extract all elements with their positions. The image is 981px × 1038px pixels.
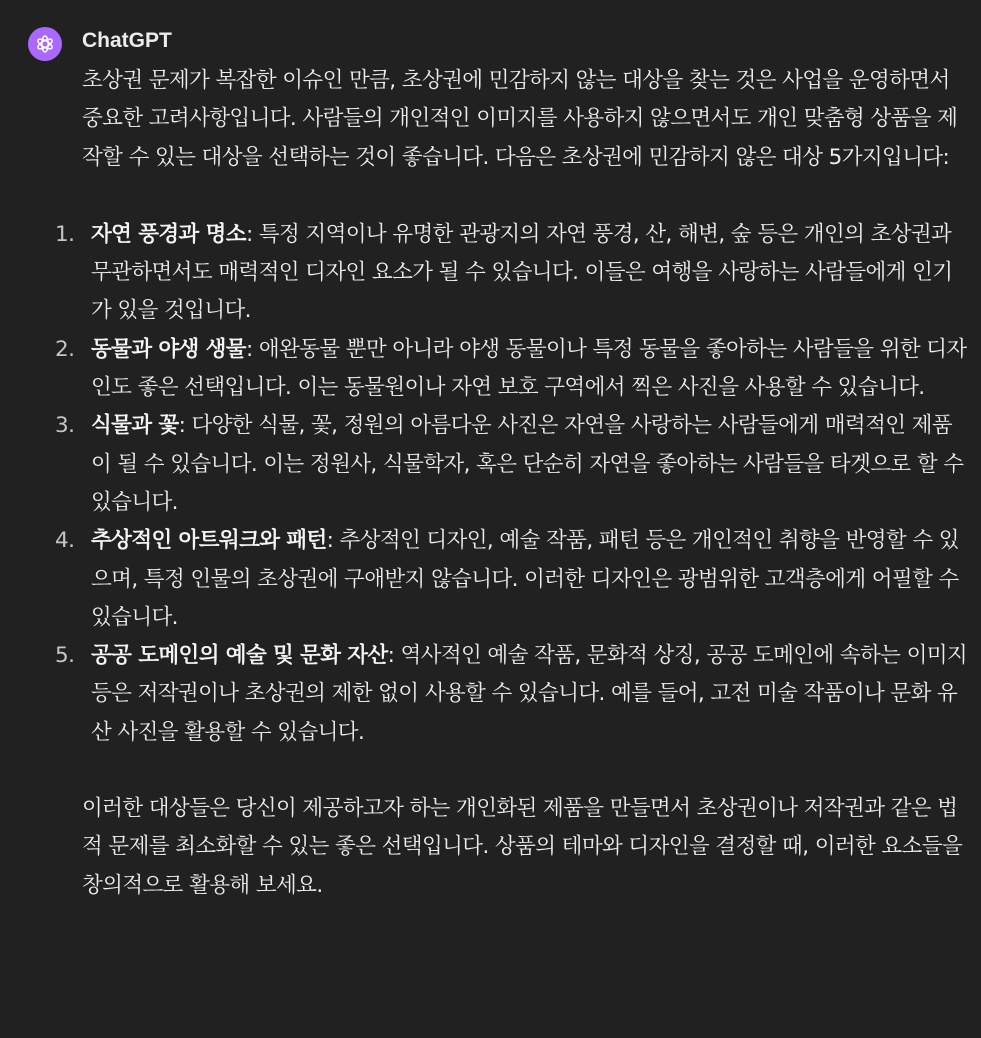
list-item-title: 자연 풍경과 명소 bbox=[91, 221, 246, 247]
list-item-number: 3. bbox=[55, 413, 75, 439]
list-item-title: 식물과 꽃 bbox=[91, 413, 179, 439]
numbered-list bbox=[55, 216, 972, 752]
list-item-title: 추상적인 아트워크와 패턴 bbox=[91, 528, 327, 554]
message-content bbox=[55, 62, 972, 905]
list-item-title: 동물과 야생 생물 bbox=[91, 336, 246, 362]
list-item-text: : 다양한 식물, 꽃, 정원의 아름다운 사진은 자연을 사랑하는 사람들에게 매력적인 제품이 될 수 있습니다. 이는 정원사, 식물학자, 혹은 단순히 자연을 좋아하는 사람들을 타겟으로 할 수 있습니다. bbox=[91, 413, 964, 515]
openai-logo-icon bbox=[33, 32, 57, 56]
list-item bbox=[55, 522, 972, 637]
list-item-number: 5. bbox=[55, 643, 75, 669]
list-item-text: : 역사적인 예술 작품, 문화적 상징, 공공 도메인에 속하는 이미지 등은 저작권이나 초상권의 제한 없이 사용할 수 있습니다. 예를 들어, 고전 미술 작품이나 문화 유산 사진을 활용할 수 있습니다. bbox=[91, 643, 968, 745]
intro-paragraph: 초상권 문제가 복잡한 이슈인 만큼, 초상권에 민감하지 않는 대상을 찾는 것은 사업을 운영하면서 중요한 고려사항입니다. 사람들의 개인적인 이미지를 사용하지 않으면서도 개인 맞춤형 상품을 제작할 수 있는 대상을 선택하는 것이 좋습니다. 다음은 초상권에 민감하지 않은 대상 5가지입니다: bbox=[82, 68, 958, 170]
list-item-number: 2. bbox=[55, 336, 75, 362]
list-item bbox=[55, 331, 972, 408]
list-item-text: : 추상적인 디자인, 예술 작품, 패턴 등은 개인적인 취향을 반영할 수 있으며, 특정 인물의 초상권에 구애받지 않습니다. 이러한 디자인은 광범위한 고객층에게 어필할 수 있습니다. bbox=[91, 528, 959, 630]
list-item-number: 4. bbox=[55, 528, 75, 554]
list-item bbox=[55, 637, 972, 752]
message-author: ChatGPT bbox=[82, 29, 172, 52]
list-item-text: : 애완동물 뿐만 아니라 야생 동물이나 특정 동물을 좋아하는 사람들을 위한 디자인도 좋은 선택입니다. 이는 동물원이나 자연 보호 구역에서 찍은 사진을 사용할 수 있습니다. bbox=[91, 336, 967, 401]
list-item bbox=[55, 407, 972, 522]
outro-paragraph: 이러한 대상들은 당신이 제공하고자 하는 개인화된 제품을 만들면서 초상권이나 저작권과 같은 법적 문제를 최소화할 수 있는 좋은 선택입니다. 상품의 테마와 디자인을 결정할 때, 이러한 요소들을 창의적으로 활용해 보세요. bbox=[82, 796, 963, 898]
list-item bbox=[55, 216, 972, 331]
chatgpt-avatar bbox=[28, 27, 62, 61]
list-item-text: : 특정 지역이나 유명한 관광지의 자연 풍경, 산, 해변, 숲 등은 개인의 초상권과 무관하면서도 매력적인 디자인 요소가 될 수 있습니다. 이들은 여행을 사랑하는 사람들에게 인기가 있을 것입니다. bbox=[91, 221, 953, 324]
list-item-number: 1. bbox=[55, 221, 75, 247]
list-item-title: 공공 도메인의 예술 및 문화 자산 bbox=[91, 643, 388, 669]
